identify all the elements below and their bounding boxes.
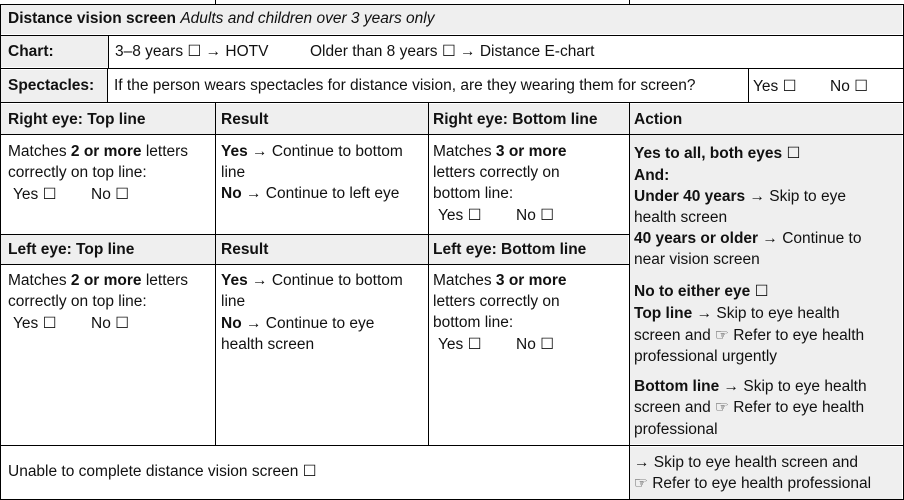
right-result-header: Result xyxy=(221,111,269,128)
left-result-yes-line2: line xyxy=(221,293,246,310)
left-result-no-bold: No xyxy=(221,315,242,332)
action-over-40-text: → Continue to xyxy=(758,230,862,247)
right-bottom-yes-checkbox[interactable]: Yes ☐ xyxy=(438,207,482,224)
left-result-yes-text: → Continue to bottom xyxy=(247,272,403,289)
action-over-40-bold: 40 years or older xyxy=(634,230,759,247)
action-header: Action xyxy=(634,111,683,128)
right-result-yes-bold: Yes xyxy=(221,143,248,160)
spectacles-no-checkbox[interactable]: No ☐ xyxy=(830,78,869,95)
action-bottom-line-bold: Bottom line xyxy=(634,378,720,395)
left-top-line-text xyxy=(8,270,188,291)
screen-title-note: Adults and children over 3 years only xyxy=(180,10,435,27)
action-top-line xyxy=(634,303,840,324)
spectacles-label: Spectacles: xyxy=(8,77,95,94)
action-over-40 xyxy=(634,228,861,249)
left-bottom-line-text-3: bottom line: xyxy=(433,314,514,331)
action-bottom-line-3: professional xyxy=(634,421,718,438)
right-top-line-text xyxy=(8,141,188,162)
unable-action-line2: ☞ Refer to eye health professional xyxy=(634,475,872,492)
right-result-yes-text: → Continue to bottom xyxy=(247,143,403,160)
spectacles-question: If the person wears spectacles for distance vision, are they wearing them for screen? xyxy=(114,77,696,94)
left-bottom-pre: Matches xyxy=(433,272,496,289)
left-top-pre: Matches xyxy=(8,272,71,289)
action-bottom-line-2: screen and ☞ Refer to eye health xyxy=(634,399,865,416)
action-over-40-line2: near vision screen xyxy=(634,251,760,268)
action-bottom-line xyxy=(634,376,867,397)
left-result-no-line2: health screen xyxy=(221,336,315,353)
right-top-line-text-2: correctly on top line: xyxy=(8,164,147,181)
right-bottom-no-checkbox[interactable]: No ☐ xyxy=(516,207,555,224)
right-top-line-header: Right eye: Top line xyxy=(8,111,146,128)
right-top-yes-checkbox[interactable]: Yes ☐ xyxy=(13,186,57,203)
action-yes-all-checkbox[interactable]: ☐ xyxy=(782,145,801,162)
chart-label: Chart: xyxy=(8,43,54,60)
action-under-40-bold: Under 40 years xyxy=(634,188,746,205)
action-no-either-label: No to either eye xyxy=(634,283,751,300)
left-top-post: letters xyxy=(141,272,189,289)
left-top-bold: 2 or more xyxy=(70,272,142,289)
right-result-yes xyxy=(221,141,403,162)
action-and: And: xyxy=(634,167,670,184)
screen-title-bold: Distance vision screen xyxy=(8,10,176,27)
chart-option-e-chart[interactable]: Older than 8 years ☐ → Distance E-chart xyxy=(310,43,595,60)
right-bottom-bold: 3 or more xyxy=(495,143,567,160)
right-result-yes-line2: line xyxy=(221,164,246,181)
right-bottom-line-text xyxy=(433,141,567,162)
left-bottom-line-text xyxy=(433,270,567,291)
action-under-40-line2: health screen xyxy=(634,209,728,226)
right-result-no xyxy=(221,183,399,204)
left-result-no xyxy=(221,313,374,334)
left-result-no-text: → Continue to eye xyxy=(241,315,375,332)
unable-checkbox[interactable]: Unable to complete distance vision screen ☐ xyxy=(8,463,317,480)
action-bottom-line-text: → Skip to eye health xyxy=(719,378,867,395)
left-top-no-checkbox[interactable]: No ☐ xyxy=(91,315,130,332)
right-top-pre: Matches xyxy=(8,143,71,160)
chart-option-hotv[interactable]: 3–8 years ☐ → HOTV xyxy=(115,43,269,60)
left-bottom-line-text-2: letters correctly on xyxy=(433,293,560,310)
left-bottom-no-checkbox[interactable]: No ☐ xyxy=(516,336,555,353)
right-result-no-bold: No xyxy=(221,185,242,202)
screen-title xyxy=(8,8,434,29)
left-result-header: Result xyxy=(221,241,269,258)
right-result-no-text: → Continue to left eye xyxy=(241,185,400,202)
left-bottom-bold: 3 or more xyxy=(495,272,567,289)
action-top-line-2: screen and ☞ Refer to eye health xyxy=(634,327,865,344)
action-yes-all xyxy=(634,143,800,164)
right-bottom-pre: Matches xyxy=(433,143,496,160)
left-top-yes-checkbox[interactable]: Yes ☐ xyxy=(13,315,57,332)
right-top-no-checkbox[interactable]: No ☐ xyxy=(91,186,130,203)
left-top-line-header: Left eye: Top line xyxy=(8,241,135,258)
action-no-either xyxy=(634,281,768,302)
action-top-line-3: professional urgently xyxy=(634,348,778,365)
left-result-yes xyxy=(221,270,403,291)
left-bottom-yes-checkbox[interactable]: Yes ☐ xyxy=(438,336,482,353)
action-top-line-text: → Skip to eye health xyxy=(692,305,840,322)
spectacles-yes-checkbox[interactable]: Yes ☐ xyxy=(753,78,797,95)
action-no-either-checkbox[interactable]: ☐ xyxy=(750,283,769,300)
left-result-yes-bold: Yes xyxy=(221,272,248,289)
action-under-40 xyxy=(634,186,846,207)
left-bottom-line-header: Left eye: Bottom line xyxy=(433,241,587,258)
unable-action-line1: → Skip to eye health screen and xyxy=(634,454,859,471)
left-top-line-text-2: correctly on top line: xyxy=(8,293,147,310)
right-bottom-line-text-2: letters correctly on xyxy=(433,164,560,181)
action-top-line-bold: Top line xyxy=(634,305,693,322)
right-bottom-line-header: Right eye: Bottom line xyxy=(433,111,598,128)
action-under-40-text: → Skip to eye xyxy=(745,188,846,205)
action-yes-all-label: Yes to all, both eyes xyxy=(634,145,783,162)
right-bottom-line-text-3: bottom line: xyxy=(433,185,514,202)
right-top-bold: 2 or more xyxy=(70,143,142,160)
right-top-post: letters xyxy=(141,143,189,160)
